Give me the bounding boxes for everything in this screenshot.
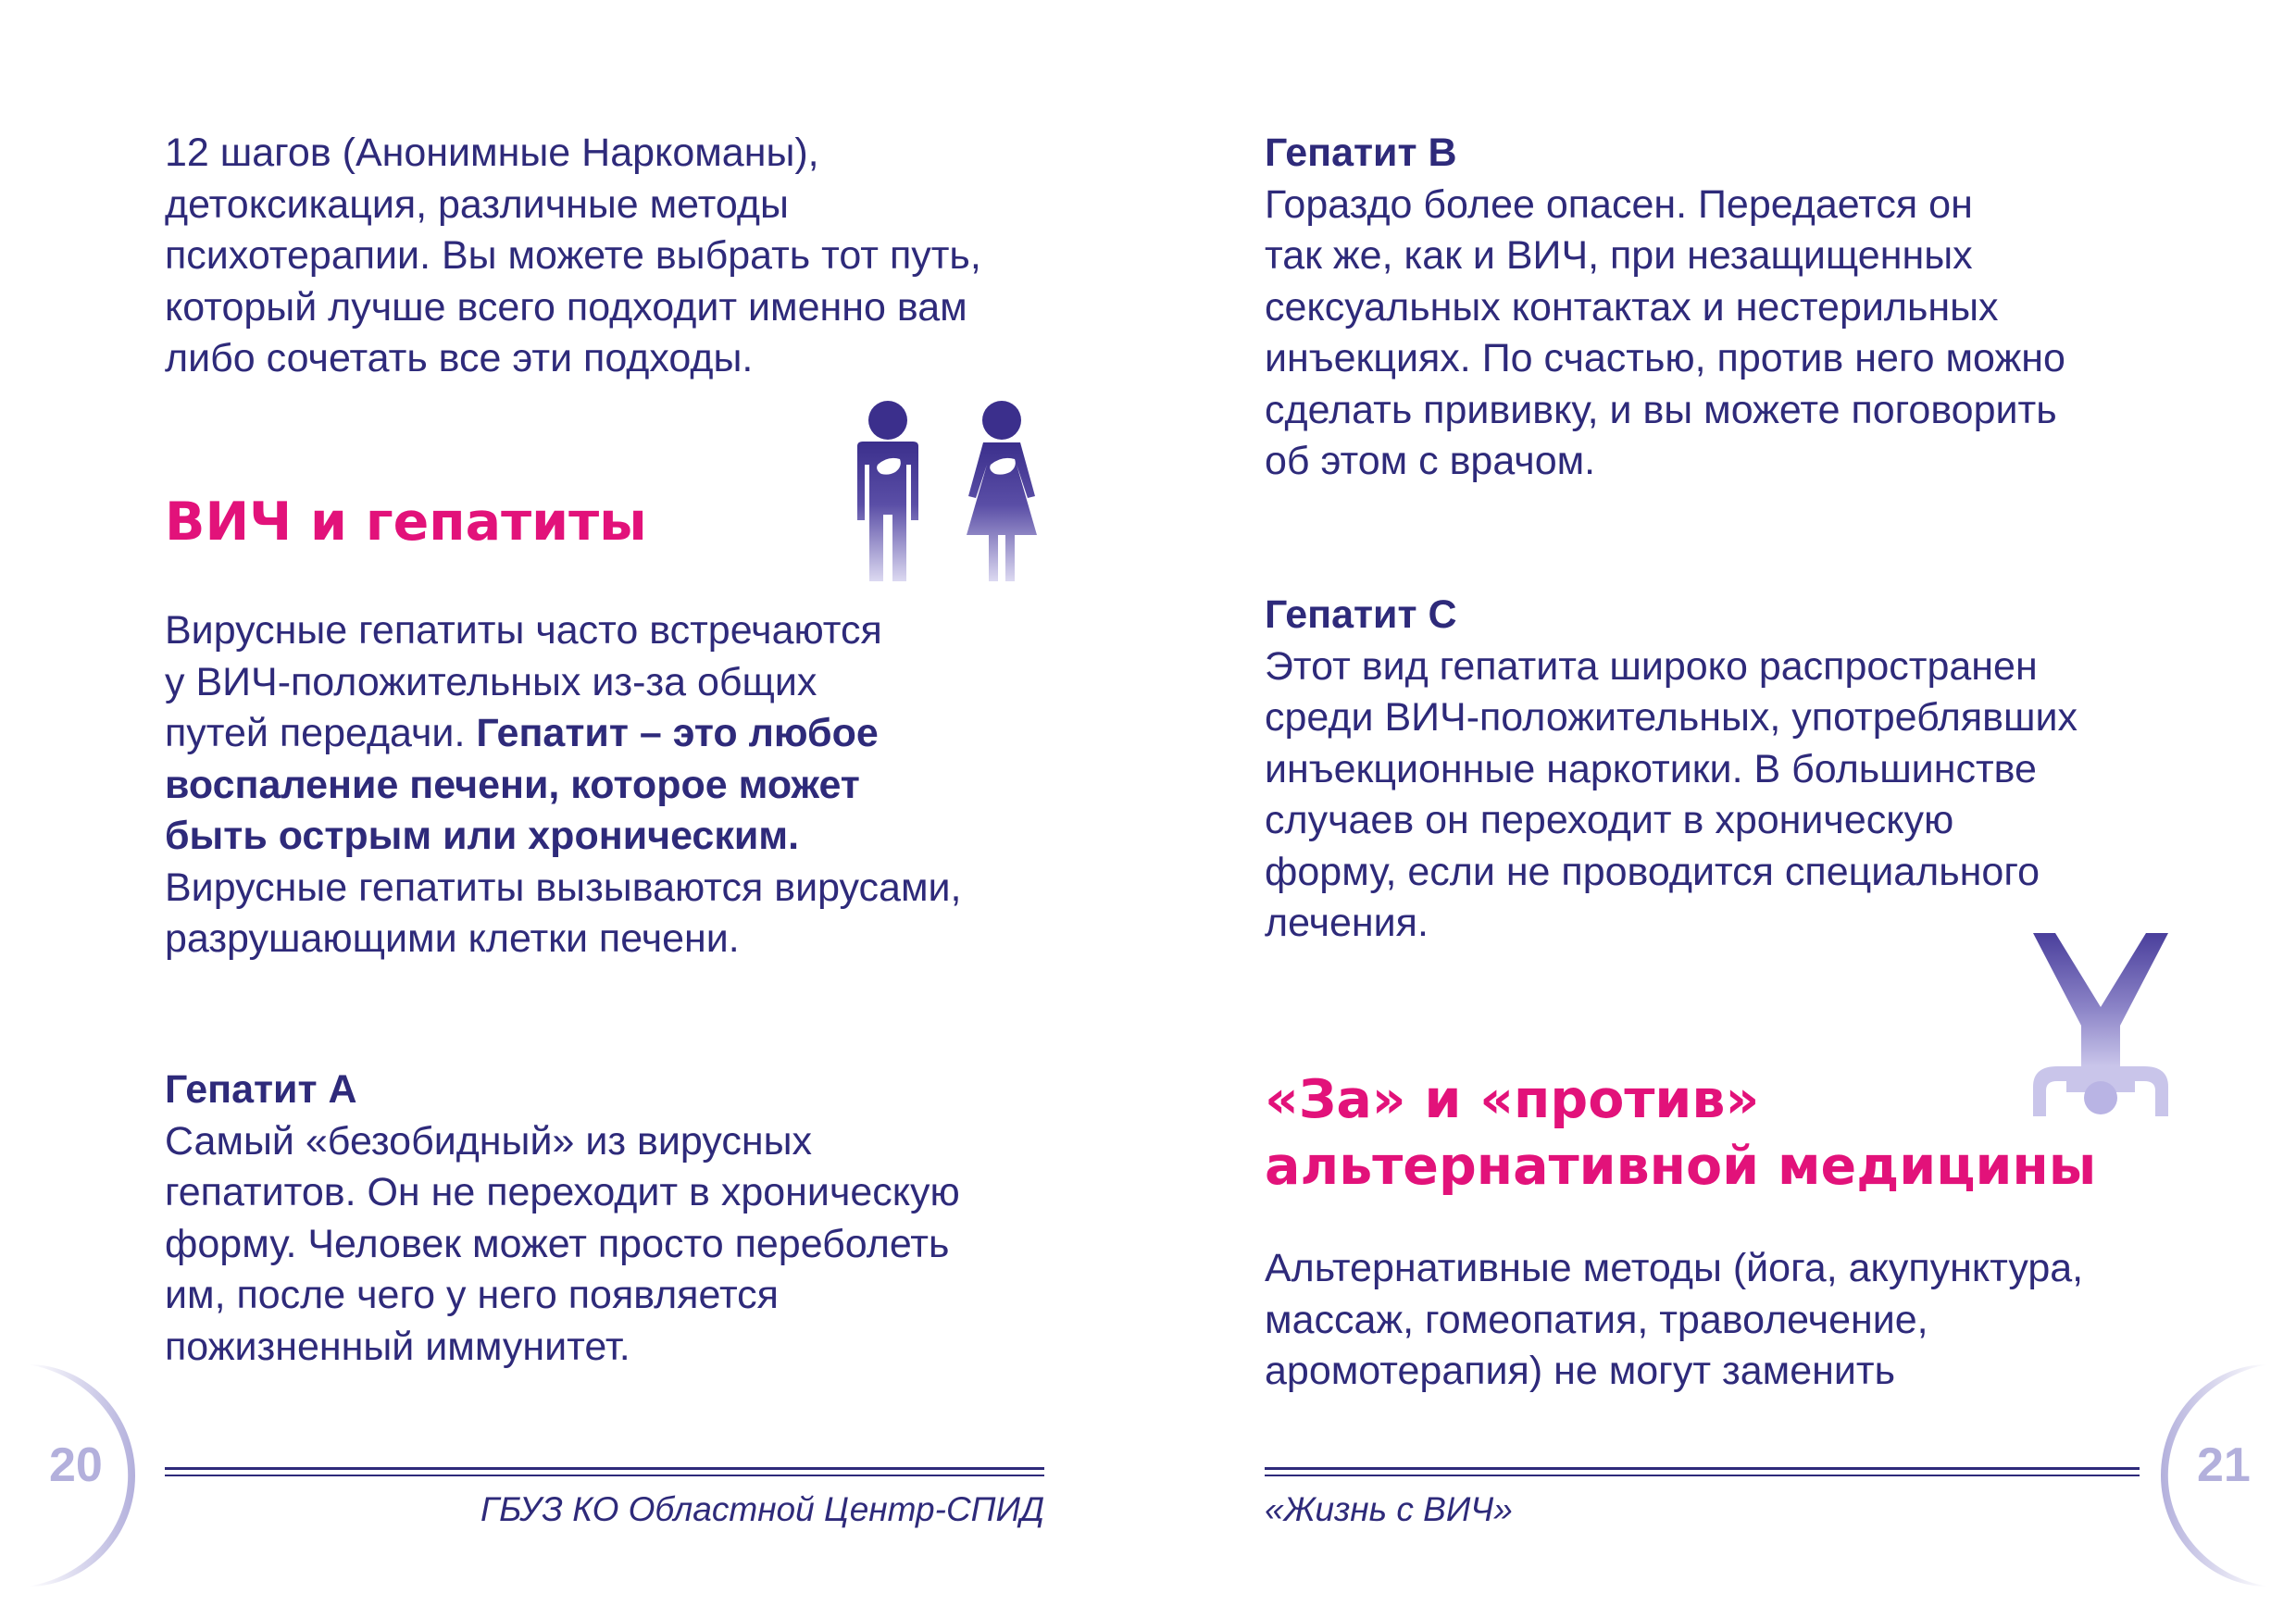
text-line: инъекциях. По счастью, против него можно (1265, 336, 2065, 380)
emphasis-line: воспаление печени, которое может (165, 762, 860, 807)
text-line: случаев он переходит в хроническую (1265, 798, 1954, 842)
text-line: им, после чего у него появляется (165, 1273, 779, 1317)
text-line: который лучше всего подходит именно вам (165, 284, 967, 330)
text-line: Этот вид гепатита широко распространен (1265, 643, 2038, 689)
section-title-hiv-hepatitis: ВИЧ и гепатиты (165, 492, 647, 553)
text-line: 12 шагов (Анонимные Наркоманы), (165, 131, 819, 175)
hepatitis-a-section (165, 1064, 1091, 1373)
footer-rule (165, 1467, 1044, 1480)
intro-paragraph (165, 128, 1072, 385)
page-number-21: 21 (2197, 1438, 2251, 1492)
hepatitis-a-title: Гепатит А (165, 1067, 357, 1112)
text-line: аромотерапия) не могут заменить (1265, 1349, 1895, 1393)
text-line: разрушающими клетки печени. (165, 916, 740, 961)
hepatitis-c-title: Гепатит С (1265, 592, 1457, 637)
man-woman-liver-icon (844, 400, 1055, 583)
text-span: путей передачи. (165, 711, 477, 755)
text-line: Вирусные гепатиты вызываются вирусами, (165, 865, 962, 910)
text-line: Гораздо более опасен. Передается он (1265, 181, 1973, 227)
text-line: пожизненный иммунитет. (165, 1324, 630, 1369)
text-line: Альтернативные методы (йога, акупунктура, (1265, 1246, 2084, 1290)
right-page (1148, 0, 2296, 1618)
hepatitis-b-section (1265, 128, 2218, 488)
text-line: либо сочетать все эти подходы. (165, 336, 754, 380)
section-title-line: альтернативной медицины (1265, 1136, 2097, 1197)
text-line: психотерапии. Вы можете выбрать тот путь, (165, 233, 981, 278)
text-line: массаж, гомеопатия, траволечение, (1265, 1297, 1928, 1342)
text-line: Самый «безобидный» из вирусных (165, 1118, 812, 1164)
alternative-medicine-paragraph (1265, 1243, 2218, 1398)
text-line: об этом с врачом. (1265, 439, 1596, 483)
text-line: форму, если не проводится специального (1265, 849, 2040, 894)
text-line-mixed (165, 708, 1091, 760)
emphasis-line: быть острым или хроническим. (165, 814, 800, 858)
text-line: сделать прививку, и вы можете поговорить (1265, 387, 2057, 432)
text-line: форму. Человек может просто переболеть (165, 1221, 950, 1266)
text-line: среди ВИЧ-положительных, употреблявших (1265, 695, 2078, 740)
footer-rule (1265, 1467, 2140, 1480)
text-line: лечения. (1265, 901, 1429, 945)
text-line: так же, как и ВИЧ, при незащищенных (1265, 233, 1973, 278)
text-line: гепатитов. Он не переходит в хроническую (165, 1170, 960, 1214)
section-title-line: «За» и «против» (1265, 1069, 1760, 1130)
text-line: детоксикация, различные методы (165, 181, 789, 227)
hepatitis-c-section (1265, 590, 2218, 950)
hepatitis-intro-paragraph (165, 605, 1091, 965)
footer-title: «Жизнь с ВИЧ» (1265, 1490, 1513, 1528)
text-line: Вирусные гепатиты часто встречаются (165, 608, 882, 653)
text-line: инъекционные наркотики. В большинстве (1265, 746, 2037, 791)
section-title-alternative-medicine (1265, 1066, 2265, 1200)
text-line: у ВИЧ-положительных из-за общих (165, 659, 817, 704)
footer-organization: ГБУЗ КО Областной Центр-СПИД (480, 1490, 1044, 1528)
page-number-20: 20 (49, 1438, 103, 1492)
hepatitis-b-title: Гепатит В (1265, 131, 1457, 175)
emphasis-span: Гепатит – это любое (476, 711, 879, 755)
text-line: сексуальных контактах и нестерильных (1265, 284, 1999, 330)
